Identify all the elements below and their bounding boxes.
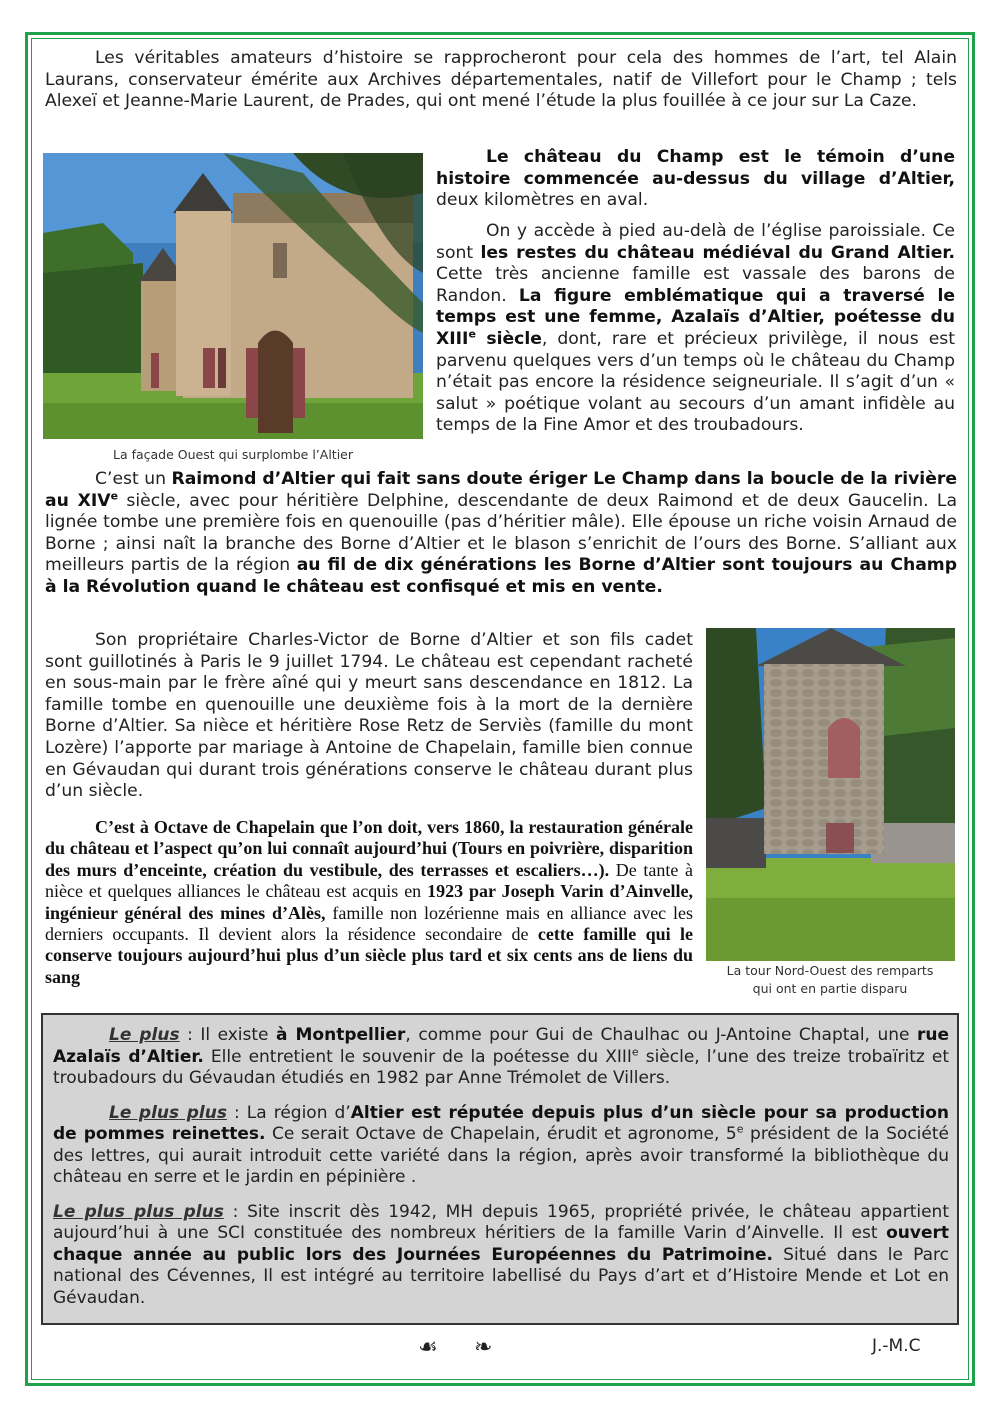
- ornament-left-icon: ☙: [418, 1335, 438, 1360]
- borne-paragraph: Son propriétaire Charles-Victor de Borne d’Altier et son fils cadet sont guillotinés à Paris le 9 juillet 1794. Le château est cependant racheté en sous-main par le frère aîné qui y meurt sans descendance en 1812. La famille tombe en quenouille une deuxième fois à la mort de la dernière Borne d’Altier. Sa nièce et héritière Rose Retz de Serviès (famille du mont Lozère) l’apporte par mariage à Antoine de Chapelain, famille bien connue en Gévaudan qui durant trois générations conserve le château durant plus d’un siècle.: [45, 630, 693, 802]
- champ-intro-bold: Le château du Champ est le témoin d’une histoire commencée au-dessus du village d’Altier,: [436, 147, 955, 189]
- le-plus-paragraph: Le plus : Il existe à Montpellier, comme pour Gui de Chaulhac ou J-Antoine Chaptal, une rue Azalaïs d’Altier. Elle entretient le souvenir de la poétesse du XIIIe siècle, l’une des treize trobaïritz et troubadours du Gévaudan étudiés en 1982 par Anne Trémolet de Villers.: [53, 1025, 950, 1088]
- chapelain-paragraph: C’est à Octave de Chapelain que l’on doit, vers 1860, la restauration générale du château et l’aspect qu’on lui connaît aujourd’hui (Tours en poivrière, disparition des murs d’enceinte, création du vestibule, des terrasses et escaliers…). De tante à nièce et quelques alliances le château est acquis en 1923 par Joseph Varin d’Ainvelle, ingénieur général des mines d’Alès, famille non lozérienne mais en alliance avec les derniers occupants. Il devient alors la résidence secondaire de cette famille qui le conserve toujours aujourd’hui plus d’un siècle plus tard et six cents ans de liens du sang: [45, 817, 693, 987]
- le-plus-label: Le plus: [109, 1025, 180, 1045]
- castle-facade-photo: [43, 153, 423, 439]
- le-plus-plus-plus-label: Le plus plus plus: [53, 1201, 224, 1222]
- le-plus-plus-label: Le plus plus: [109, 1102, 227, 1123]
- champ-intro-rest: deux kilomètres en aval.: [436, 190, 649, 211]
- photo1-caption: La façade Ouest qui surplombe l’Altier: [112, 447, 353, 462]
- le-plus-plus-paragraph: Le plus plus : La région d’Altier est réputée depuis plus d’un siècle pour sa production de pommes reinettes. Ce serait Octave de Chapelain, érudit et agronome, 5e président de la Société des lettres, qui aurait introduit cette variété dans la région, après avoir transformé la bibliothèque du château en serre et le jardin en pépinière .: [53, 1102, 949, 1187]
- author-signature: J.-M.C: [872, 1336, 921, 1356]
- champ-intro-paragraph: [436, 147, 955, 212]
- tower-photo: [706, 628, 955, 961]
- photo2-caption-line2: qui ont en partie disparu: [752, 981, 908, 996]
- raimond-paragraph: C’est un Raimond d’Altier qui fait sans doute ériger Le Champ dans la boucle de la rivière au XIVe siècle, avec pour héritière Delphine, descendante de deux Raimond et de deux Gaucelin. La lignée tombe une première fois en quenouille (pas d’héritier mâle). Elle épouse un riche voisin Arnaud de Borne ; ainsi naît la branche des Borne d’Altier et le blason s’enrichit de l’ours des Borne. S’alliant aux meilleurs partis de la région au fil de dix générations les Borne d’Altier sont toujours au Champ à la Révolution quand le château est confisqué et mis en vente.: [45, 469, 958, 597]
- photo2-caption-line1: La tour Nord-Ouest des remparts: [726, 963, 934, 978]
- le-plus-plus-plus-paragraph: Le plus plus plus : Site inscrit dès 1942, MH depuis 1965, propriété privée, le château appartient aujourd’hui à une SCI constituée des nombreux héritiers de la famille Varin d’Ainvelle. Il est ouvert chaque année au public lors des Journées Européennes du Patrimoine. Situé dans le Parc national des Cévennes, Il est intégré au territoire labellisé du Pays d’art et d’Histoire Mende et Lot en Gévaudan.: [53, 1201, 949, 1308]
- intro-paragraph: Les véritables amateurs d’histoire se rapprocheront pour cela des hommes de l’art, tel Alain Laurans, conservateur émérite aux Archives départementales, natif de Villefort pour le Champ ; tels Alexeï et Jeanne-Marie Laurent, de Prades, qui ont mené l’étude la plus fouillée à ce jour sur La Caze.: [45, 48, 957, 112]
- grand-altier-paragraph: On y accède à pied au-delà de l’église paroissiale. Ce sont les restes du château médiéval du Grand Altier. Cette très ancienne famille est vassale des barons de Randon. La figure emblématique qui a traversé le temps est une femme, Azalaïs d’Altier, poétesse du XIIIe siècle, dont, rare et précieux privilège, il nous est parvenu quelques vers d’un temps où le château du Champ n’était pas encore la résidence seigneuriale. Il s’agit d’un « salut » poétique volant au secours d’un amant infidèle au temps de la Fine Amor et des troubadours.: [436, 221, 955, 436]
- photo2-caption: [700, 962, 960, 998]
- ornament-right-icon: ❧: [474, 1335, 493, 1360]
- le-plus-box: [41, 1013, 959, 1325]
